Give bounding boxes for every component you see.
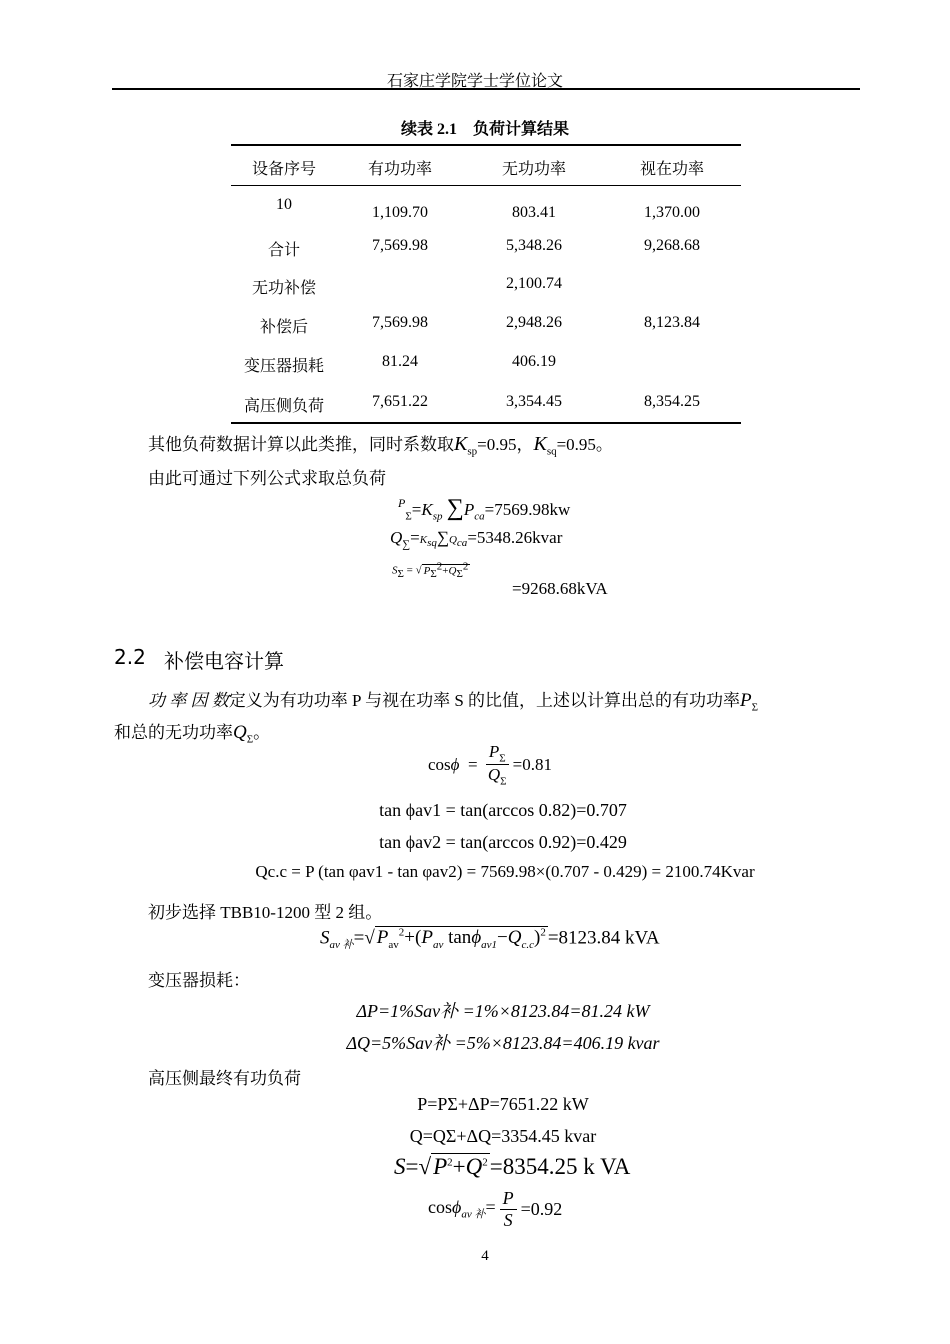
equation-p-sum: $^P_\Sigma=K_{sp}$ $\sum P_{ca}=7569.98kw$ (398, 495, 571, 523)
paragraph-transformer-loss: 变压器损耗： (148, 971, 250, 990)
table-cell: 1,370.00 (644, 204, 700, 221)
page-header: 石家庄学院学士学位论文 (386, 73, 563, 90)
equation-q-sum: $Q_\sum=K_{sq}\sum Q_{ca}=5348.26kvar$ (390, 528, 563, 551)
table-cell: 8,123.84 (644, 314, 700, 331)
table-cell: 3,354.45 (506, 393, 562, 410)
table-cell: 2,948.26 (506, 314, 562, 331)
table-caption: 续表 2.1 负荷计算结果 (400, 121, 569, 138)
table-cell: 9,268.68 (644, 237, 700, 254)
equation-s-sum-formula: $S_\Sigma$ = √ $P_\Sigma^2+Q_\Sigma^2$ (392, 560, 469, 580)
table-cell: 合计 (267, 242, 300, 259)
table-cell: 10 (276, 196, 292, 213)
paragraph-high-voltage: 高压侧最终有功负荷 (148, 1069, 301, 1088)
equation-qcc: Qc.c = P (tan φav1 - tan φav2) = 7569.98×(0.707 - 0.429) = 2100.74Kvar (255, 862, 755, 881)
table-cell: 无功补偿 (251, 280, 316, 297)
header-rule (112, 88, 860, 90)
equation-s-sum-value: =9268.68kVA (512, 579, 608, 598)
table-top-rule (231, 144, 741, 146)
table-cell: 406.19 (512, 353, 556, 370)
table-cell: 8,354.25 (644, 393, 700, 410)
table-header-cell: 设备序号 (251, 161, 316, 178)
table-cell: 补偿后 (259, 319, 308, 336)
paragraph-power-factor: 功 率 因 数定义为有功功率 P 与视在功率 S 的比值，上述以计算出总的有功功率$P_\Sigma$ (148, 690, 759, 714)
table-cell: 7,569.98 (372, 314, 428, 331)
equation-p-final: P=PΣ+ΔP=7651.22 kW (417, 1094, 589, 1114)
equation-q-final: Q=QΣ+ΔQ=3354.45 kvar (409, 1126, 597, 1146)
table-header-cell: 有功功率 (367, 161, 432, 178)
section-number: 2.2 (114, 645, 146, 669)
table-cell: 803.41 (512, 204, 556, 221)
table-cell: 2,100.74 (506, 275, 562, 292)
paragraph-coefficients: 其他负荷数据计算以此类推，同时系数取$K_{sp}=0.95$，$K_{sq}=0.95$。 (148, 433, 613, 458)
equation-s-av: $S_{av 补}=√$ $P_{av}^2+(P_{av}$ $\tan\phi_{av1}-Q_{c.c})^2 =8123.84$ kVA (320, 927, 660, 952)
table-header-cell: 视在功率 (639, 161, 704, 178)
section-title: 补偿电容计算 (164, 649, 284, 673)
equation-tan-phi-1: tan ϕav1 = tan(arccos 0.82)=0.707 (379, 800, 627, 820)
table-cell: 5,348.26 (506, 237, 562, 254)
table-cell: 变压器损耗 (243, 358, 324, 375)
equation-cos-phi: cosϕ = $\frac{P_\Sigma}{Q_\Sigma}$ =0.81 (428, 742, 552, 788)
paragraph-power-factor-end: 和总的无功功率$Q_\Sigma$。 (114, 722, 271, 746)
table-cell: 高压侧负荷 (243, 398, 324, 415)
table-cell: 7,569.98 (372, 237, 428, 254)
paragraph-intro: 由此可通过下列公式求取总负荷 (148, 469, 386, 488)
page-number: 4 (481, 1248, 489, 1264)
table-cell: 81.24 (382, 353, 418, 370)
equation-tan-phi-2: tan ϕav2 = tan(arccos 0.92)=0.429 (379, 832, 627, 852)
table-header-rule (231, 185, 741, 186)
equation-delta-p: ΔP=1%Sav补 =1%×8123.84=81.24 kW (356, 1001, 650, 1021)
equation-delta-q: ΔQ=5%Sav补 =5%×8123.84=406.19 kvar (346, 1033, 660, 1053)
table-cell: 1,109.70 (372, 204, 428, 221)
equation-s-final: $S=√P^2+Q^2=8354.25$ k VA (394, 1154, 631, 1179)
table-cell: 7,651.22 (372, 393, 428, 410)
table-header-cell: 无功功率 (501, 161, 566, 178)
paragraph-capacitor-choice: 初步选择 TBB10-1200 型 2 组。 (148, 903, 383, 922)
table-bottom-rule (231, 422, 741, 424)
equation-cos-final: cosϕ$_{av 补}$= $\frac{P}{S}$ =0.92 (428, 1188, 563, 1230)
